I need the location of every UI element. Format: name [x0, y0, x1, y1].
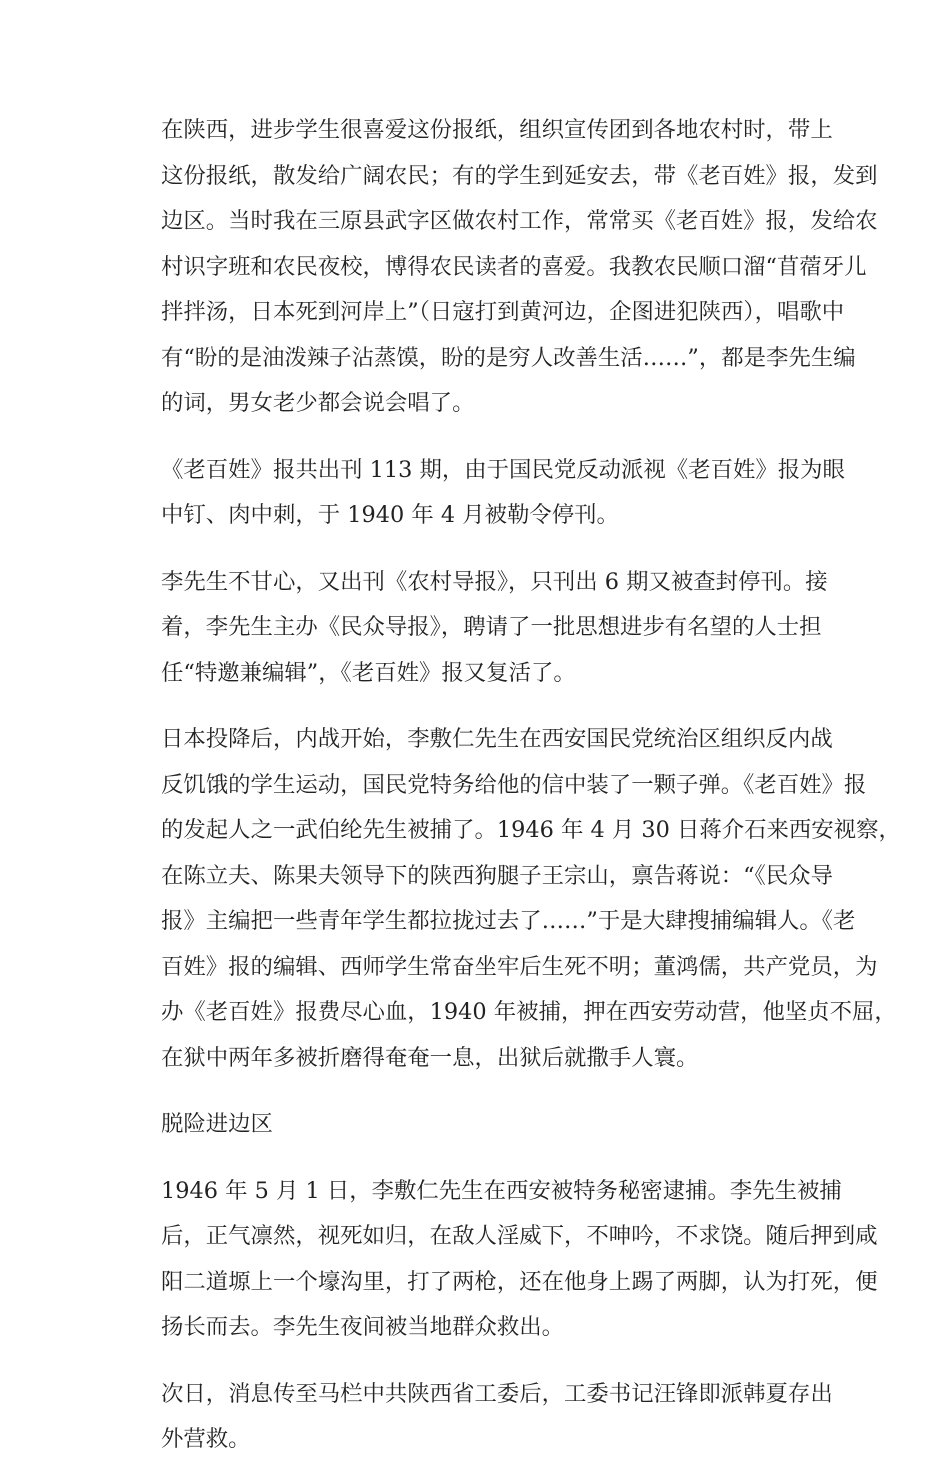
text-line: 这份报纸，散发给广阔农民；有的学生到延安去，带《老百姓》报，发到	[161, 162, 878, 189]
text-line: 次日，消息传至马栏中共陕西省工委后，工委书记汪锋即派韩夏存出	[161, 1380, 833, 1407]
text-line: 有“盼的是油泼辣子沾蒸馍，盼的是穷人改善生活……”，都是李先生编	[161, 344, 856, 371]
text-line: 任“特邀兼编辑”，《老百姓》报又复活了。	[161, 659, 576, 686]
paragraph-newspaper-revived	[116, 560, 832, 697]
text-line: 在陈立夫、陈果夫领导下的陕西狗腿子王宗山，禀告蒋说：“《民众导	[161, 862, 833, 889]
text-line: 办《老百姓》报费尽心血，1940 年被捕，押在西安劳动营，他坚贞不屈，	[161, 999, 897, 1025]
section-heading-text: 脱险进边区	[161, 1111, 273, 1137]
paragraph-after-surrender	[116, 717, 901, 1081]
document-body	[116, 108, 901, 1484]
text-line: 外营救。	[161, 1426, 251, 1452]
text-line: 的发起人之一武伯纶先生被捕了。1946 年 4 月 30 日蒋介石来西安视察，	[161, 817, 901, 843]
text-line: 李先生不甘心，又出刊《农村导报》，只刊出 6 期又被查封停刊。接	[161, 568, 828, 595]
text-line: 百姓》报的编辑、西师学生常奋坐牢后生死不明；董鸿儒，共产党员，为	[161, 953, 878, 980]
paragraph-arrest	[116, 1169, 878, 1351]
text-line: 1946 年 5 月 1 日，李敷仁先生在西安被特务秘密逮捕。李先生被捕	[161, 1177, 842, 1204]
paragraph-newspaper-suspended	[116, 448, 845, 539]
paragraph-shaanxi-students	[116, 108, 878, 427]
section-heading	[116, 1102, 832, 1148]
paragraph-rescue	[116, 1372, 832, 1463]
text-line: 着，李先生主办《民众导报》，聘请了一批思想进步有名望的人士担	[161, 614, 822, 640]
text-line: 在陕西，进步学生很喜爱这份报纸，组织宣传团到各地农村时，带上	[161, 117, 833, 143]
text-line: 的词，男女老少都会说会唱了。	[161, 390, 475, 416]
text-line: 《老百姓》报共出刊 113 期，由于国民党反动派视《老百姓》报为眼	[161, 456, 845, 483]
text-line: 拌拌汤，日本死到河岸上”（日寇打到黄河边，企图进犯陕西），唱歌中	[161, 299, 845, 325]
text-line: 扬长而去。李先生夜间被当地群众救出。	[161, 1314, 565, 1340]
text-line: 反饥饿的学生运动，国民党特务给他的信中装了一颗子弹。《老百姓》报	[161, 771, 867, 798]
text-line: 报》主编把一些青年学生都拉拢过去了……”于是大肆搜捕编辑人。《老	[161, 908, 856, 934]
text-line: 日本投降后，内战开始，李敷仁先生在西安国民党统治区组织反内战	[161, 726, 833, 752]
text-line: 在狱中两年多被折磨得奄奄一息，出狱后就撒手人寰。	[161, 1044, 699, 1071]
text-line: 村识字班和农民夜校，博得农民读者的喜爱。我教农民顺口溜“苜蓿牙儿	[161, 253, 867, 280]
text-line: 后，正气凛然，视死如归，在敌人淫威下，不呻吟，不求饶。随后押到咸	[161, 1223, 878, 1249]
text-line: 边区。当时我在三原县武字区做农村工作，常常买《老百姓》报，发给农	[161, 208, 878, 234]
text-line: 中钉、肉中刺，于 1940 年 4 月被勒令停刊。	[161, 502, 619, 528]
text-line: 阳二道塬上一个壕沟里，打了两枪，还在他身上踢了两脚，认为打死，便	[161, 1268, 878, 1295]
